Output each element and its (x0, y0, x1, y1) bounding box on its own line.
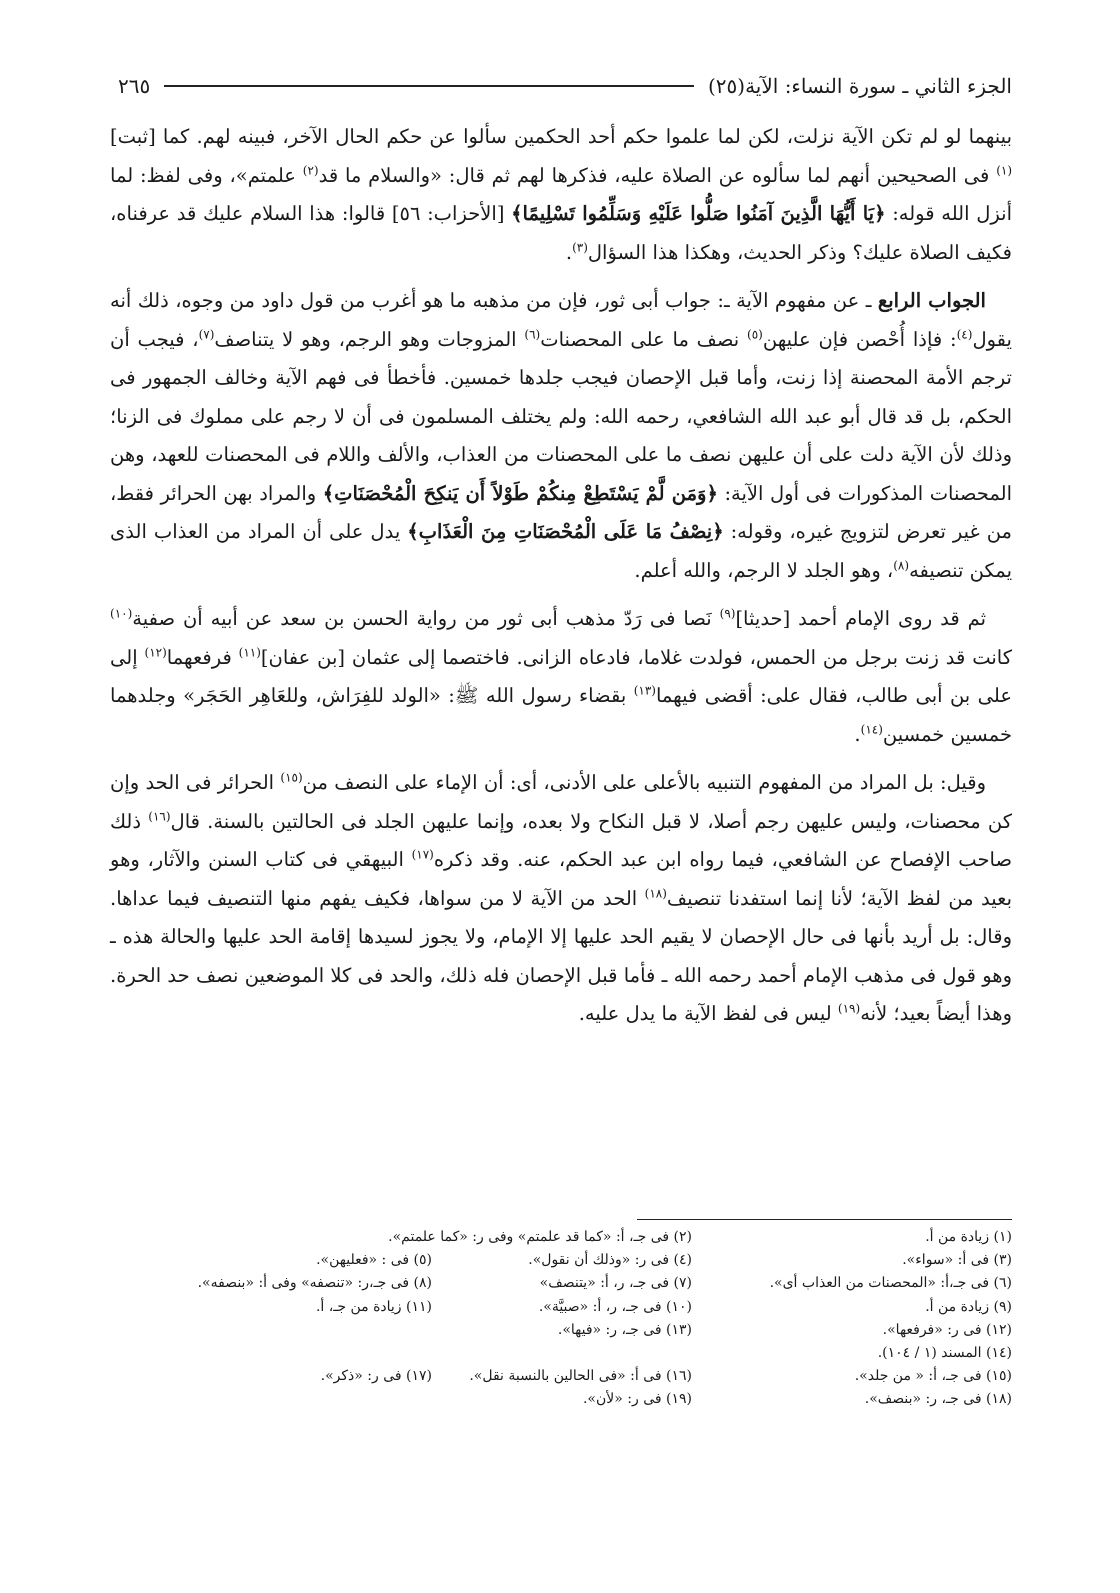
text-run: ثم قد روى الإمام أحمد [حديثا] (735, 607, 986, 630)
footnote-marker: (١٦) (148, 809, 171, 823)
footnote: (٤) فى ر: «وذلك أن نقول». (528, 1252, 692, 1269)
bold-text: الجواب الرابع (877, 289, 986, 312)
text-run: البيهقي فى كتاب السنن والآثار، وهو بعيد من لفظ الآية؛ لأنا إنما استفدنا تنصيف (110, 848, 1012, 910)
text-run: ليس فى لفظ الآية ما يدل عليه. (578, 1002, 838, 1025)
page-number: ٢٦٥ (118, 74, 151, 98)
footnote-marker: (١٥) (280, 770, 303, 785)
text-run: ـ عن مفهوم الآية ـ: جواب أبى ثور، فإن من مذهبه ما هو أغرب من قول داود من وجوه، ذلك أنه يقول (110, 289, 1012, 351)
text-run: نصف ما على المحصنات (540, 327, 748, 351)
footnote: (١٣) فى جـ، ر: «فيها». (557, 1321, 692, 1338)
footnote: (١١) زيادة من جـ، أ. (315, 1298, 432, 1315)
text-run: . (854, 722, 861, 746)
text-run: وقيل: بل المراد من المفهوم التنبيه بالأعلى على الأدنى، أى: أن الإماء على النصف من (302, 771, 986, 794)
footnote-row (150, 1249, 1012, 1272)
paragraph (110, 282, 1012, 590)
footnote-marker: (٥) (747, 327, 763, 341)
running-header (118, 70, 1012, 102)
footnote: (٢) فى جـ، أ: «كما قد علمتم» وفى ر: «كما علمتم». (388, 1229, 692, 1245)
footnote-marker: (١٤) (860, 722, 883, 736)
footnote: (١٢) فى ر: «فرفعها». (882, 1321, 1012, 1338)
footnote: (١٧) فى ر: «ذكر». (320, 1368, 432, 1385)
footnote-row (150, 1226, 1012, 1249)
main-text (110, 118, 1012, 1044)
footnote-marker: (٦) (524, 327, 541, 341)
text-run: [الأحزاب: ٥٦] قالوا: هذا السلام عليك قد عرفناه، فكيف الصلاة عليك؟ وذكر الحديث، وهكذا هذا السؤال (110, 202, 1012, 264)
footnote-marker: (٩) (719, 606, 736, 621)
footnote (150, 1388, 432, 1411)
footnote: (٨) فى جـ،ر: «تنصفه» وفى أ: «بنصفه». (197, 1275, 432, 1292)
footnote: (٧) فى جـ، ر، أ: «يتنصف» (539, 1275, 692, 1292)
footnote-marker: (١٩) (837, 1001, 861, 1016)
paragraph (110, 600, 1012, 754)
text-run: علمتم»، وفى لفظ: لما أنزل الله قوله: (110, 163, 1013, 225)
footnote (150, 1319, 432, 1342)
footnote-marker: (٢) (302, 163, 319, 177)
footnote: (١٤) المسند (١ / ١٠٤). (877, 1345, 1012, 1362)
header-rule (164, 85, 694, 87)
footnote-marker: (١٨) (644, 886, 667, 900)
header-title: الجزء الثاني ـ سورة النساء: الآية(٢٥) (707, 74, 1012, 98)
text-run: بقضاء رسول الله ﷺ: «الولد للفِرَاش، وللعَاهِر الحَجَر» وجلدهما خمسين خمسين (110, 684, 1012, 746)
footnote: (١٥) فى جـ، أ: « من جلد». (854, 1368, 1012, 1385)
footnote-marker: (٤) (956, 327, 973, 341)
text-run: إلى على بن أبى طالب، فقال على: أقضى فيهما (110, 645, 1012, 707)
footnote-marker: (١٣) (633, 683, 656, 698)
footnote-marker: (١٠) (110, 606, 133, 621)
footnote-row (150, 1388, 1012, 1411)
text-run: فرفعهما (166, 645, 239, 669)
footnote (150, 1226, 432, 1249)
footnote-marker: (١) (996, 163, 1013, 177)
footnote-row (150, 1319, 1012, 1342)
footnote-marker: (١٢) (144, 645, 167, 659)
footnote-row (150, 1272, 1012, 1295)
footnote-separator (637, 1219, 1012, 1220)
footnote (150, 1342, 432, 1365)
text-run: ، فيجب أن ترجم الأمة المحصنة إذا زنت، وأما قبل الإحصان فيجب جلدها خمسين. فأخطأ فى فهم الآية وخالف الجمهور فى الحكم، بل قد قال أبو عبد الله الشافعي، رحمه الله: ولم يختلف المسلمون فى أن لا رجم على مملوك فى الزنا؛ وذلك لأن الآية دلت على أن عليهن نصف ما على المحصنات من العذاب، والألف واللام فى المحصنات للعهد، وهن المحصنات المذكورات فى أول الآية: (110, 327, 1013, 505)
footnote-marker: (٨) (893, 558, 910, 572)
text-run: الحرائر فى الحد وإن كن محصنات، وليس عليهن رجم أصلا، لا قبل النكاح ولا بعده، وإنما عليهن الجلد فى الحالتين بالسنة. قال (110, 771, 1012, 833)
footnote: (٦) فى جـ،أ: «المحصنات من العذاب أى». (769, 1275, 1012, 1292)
footnote (432, 1342, 692, 1365)
footnote-row (150, 1296, 1012, 1319)
text-run: . (565, 240, 573, 264)
paragraph (110, 764, 1012, 1034)
footnote-marker: (٧) (198, 327, 215, 341)
text-run: نَصا فى رَدّ مذهب أبى ثور من رواية الحسن بن سعد عن أبيه أن صفية (132, 607, 720, 630)
footnote: (١٨) فى جـ، ر: «بنصف». (864, 1391, 1012, 1408)
footnote-row (150, 1342, 1012, 1365)
bold-text: ﴿نِصْفُ مَا عَلَى الْمُحْصَنَاتِ مِنَ الْعَذَابِ﴾ (407, 520, 724, 543)
text-run: يدل على أن المراد من العذاب الذى يمكن تنصيفه (110, 520, 1012, 582)
footnote-marker: (١١) (238, 645, 261, 659)
bold-text: ﴿وَمَن لَّمْ يَسْتَطِعْ مِنكُمْ طَوْلاً أَن يَنكِحَ الْمُحْصَنَاتِ﴾ (322, 481, 718, 505)
text-run: المزوجات وهو الرجم، وهو لا يتناصف (214, 327, 525, 351)
footnote: (١٩) فى ر: «لأن». (582, 1391, 692, 1408)
footnote: (٥) فى : «فعليهن». (316, 1252, 432, 1269)
footnote: (٩) زيادة من أ. (925, 1298, 1012, 1315)
footnote: (٣) فى أ: «سواء». (902, 1252, 1012, 1269)
text-run: كانت قد زنت برجل من الحمس، فولدت غلاما، فادعاه الزانى. فاختصما إلى عثمان [بن عفان] (260, 645, 1013, 669)
footnote: (١٠) فى جـ، ر، أ: «صبيَّة». (538, 1298, 692, 1315)
text-run: والمراد بهن الحرائر فقط، من غير تعرض لتزويج غيره، وقوله: (110, 481, 1012, 543)
footnote-marker: (١٧) (411, 847, 434, 862)
footnotes (150, 1226, 1012, 1412)
text-run: ذلك صاحب الإفصاح عن الشافعي، فيما رواه ابن عبد الحكم، عنه. وقد ذكره (110, 809, 1012, 871)
text-run: ، وهو الجلد لا الرجم، والله أعلم. (634, 558, 894, 582)
bold-text: ﴿يَا أَيُّهَا الَّذِينَ آمَنُوا صَلُّوا عَلَيْهِ وَسَلِّمُوا تَسْلِيمًا﴾ (511, 202, 886, 225)
paragraph (110, 118, 1012, 272)
text-run: فى الصحيحين أنهم لما سألوه عن الصلاة عليه، فذكرها لهم ثم قال: «والسلام ما قد (318, 163, 997, 187)
footnote: (١٦) فى أ: «فى الحالين بالنسبة نقل». (469, 1368, 692, 1385)
text-run: بينهما لو لم تكن الآية نزلت، لكن لما علموا حكم أحد الحكمين سألوا عن حكم الحال الآخر، فبينه لهم. كما [ثبت] (110, 125, 1012, 148)
footnote-row (150, 1365, 1012, 1388)
text-run: : فإذا أُحْصن فإن عليهن (762, 327, 957, 351)
footnote: (١) زيادة من أ. (925, 1229, 1012, 1245)
text-run: الحد من الآية لا من سواها، فكيف يفهم منها التنصيف فيما عداها. وقال: بل أريد بأنها فى حال الإحصان لا يقيم الحد عليها إلا الإمام، ولا يجوز لسيدها إقامة الحد عليها والحالة هذه ـ وهو قول فى مذهب الإمام أحمد رحمه الله ـ فأما قبل الإحصان فله ذلك، والحد فى كلا الموضعين نصف حد الحرة. وهذا أيضاً بعيد؛ لأنه (110, 886, 1012, 1025)
footnote-marker: (٣) (572, 240, 588, 254)
